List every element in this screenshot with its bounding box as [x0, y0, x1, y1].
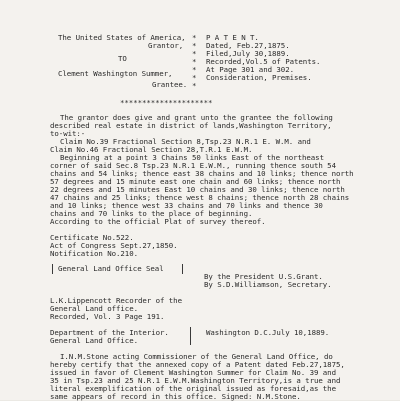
seal-bracket-left	[52, 264, 53, 274]
star-divider: *	[192, 49, 197, 58]
department-name: Department of the Interior.	[50, 328, 169, 337]
president-signature: By the President U.S.Grant.	[204, 272, 323, 281]
body-line: Claim No.46 Fractional Section 28,T.R.1 E.W.M.	[50, 145, 253, 154]
body-line: chains and 54 links; thence east 38 chains and 10 links; thence north	[50, 169, 354, 178]
separator: *********************	[120, 98, 213, 107]
closing-line: 35 in Tsp.23 and 25 N.R.1 E.W.M.Washington Territory,is a true and	[50, 376, 341, 385]
recorder-office: General Land office.	[50, 304, 138, 313]
patent-recorded: Recorded,Vol.5 of Patents.	[206, 57, 321, 66]
patent-consideration: Consideration, Premises.	[206, 73, 312, 82]
body-line: corner of said Sec.8 Tsp.23 N.R.1 E.W.M., running thence south 54	[50, 161, 336, 170]
patent-page: At Page 301 and 302.	[206, 65, 294, 74]
closing-line: literal exemplification of the original issued as foresaid,as the	[50, 384, 336, 393]
body-line: Claim No.39 Fractional Section 8,Tsp.23 N.R.1 E. W.M. and	[60, 137, 311, 146]
closing-line: same appears of record in this office. Signed: N.M.Stone.	[50, 392, 301, 401]
body-line: 47 chains and 25 links; thence west 8 chains; thence north 28 chains	[50, 193, 350, 202]
grantor-label: Grantor,	[148, 41, 184, 50]
land-office-name: General Land Office.	[50, 336, 138, 345]
body-line: 57 degrees and 15 minute east one chain and 60 links; thence north	[50, 177, 341, 186]
dept-place-date: Washington D.C.July 10,1889.	[206, 328, 330, 337]
star-divider: *	[192, 73, 197, 82]
body-line: According to the official Plat of survey thereof.	[50, 217, 266, 226]
closing-line: issued in favor of Clement Washington Summer for Claim No. 39 and	[50, 368, 336, 377]
grantee-label: Grantee.	[152, 80, 188, 89]
certificate-number: Certificate No.522.	[50, 233, 134, 242]
body-line: Beginning at a point 3 Chains 50 links East of the northeast	[60, 153, 324, 162]
star-divider: *	[192, 41, 197, 50]
grantor-name: The United States of America,	[58, 33, 186, 42]
recorder-name: L.K.Lippencott Recorder of the	[50, 296, 182, 305]
body-line: The grantor does give and grant unto the grantee the following	[60, 113, 333, 122]
grantee-name: Clement Washington Summer,	[58, 69, 173, 78]
closing-line: I.N.M.Stone acting Commissioner of the General Land Office, do	[60, 352, 333, 361]
recorder-volume: Recorded, Vol. 3 Page 191.	[50, 312, 165, 321]
patent-dated: Dated, Feb.27,1875.	[206, 41, 290, 50]
dept-bracket	[190, 327, 191, 345]
star-divider: *	[192, 81, 197, 90]
body-line: and 10 links; thence west 33 chains and 70 links and thence 30	[50, 201, 323, 210]
to-label: TO	[118, 54, 127, 63]
seal-label: General Land Office Seal	[58, 264, 164, 273]
star-divider: *	[192, 65, 197, 74]
certificate-notification: Notification No.210.	[50, 249, 138, 258]
star-divider: *	[192, 57, 197, 66]
seal-bracket-right	[182, 264, 183, 274]
body-line: 22 degrees and 15 minutes East 10 chains and 30 links; thence north	[50, 185, 345, 194]
patent-filed: Filed,July 30,1889.	[206, 49, 290, 58]
certificate-act: Act of Congress Sept.27,1850.	[50, 241, 178, 250]
patent-title: P A T E N T.	[206, 33, 259, 42]
secretary-signature: By S.D.Williamson, Secretary.	[204, 280, 332, 289]
closing-line: hereby certify that the annexed copy of a Patent dated Feb.27,1875,	[50, 360, 345, 369]
body-line: to-wit:-	[50, 129, 86, 138]
body-line: chains and 70 links to the place of beginning.	[50, 209, 253, 218]
body-line: described real estate in district of lands,Washington Territory,	[50, 121, 332, 130]
star-divider: *	[192, 33, 197, 42]
